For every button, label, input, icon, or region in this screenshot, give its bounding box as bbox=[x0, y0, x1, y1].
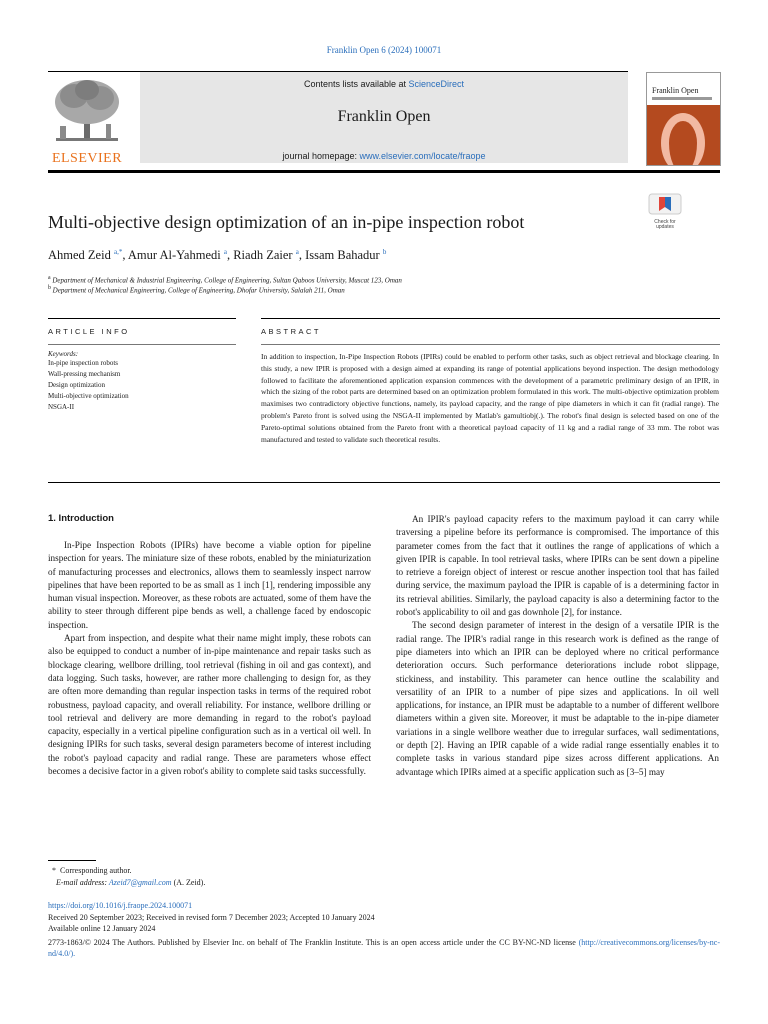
check-updates-icon bbox=[648, 193, 682, 215]
abstract-rule bbox=[261, 318, 720, 319]
keyword: NSGA-II bbox=[48, 403, 75, 411]
available-online-date: Available online 12 January 2024 bbox=[48, 924, 156, 933]
sciencedirect-link[interactable]: ScienceDirect bbox=[408, 79, 465, 89]
body-paragraph: The second design parameter of interest in the design of a versatile IPIR is the radial range. The IPIR's radial range in this research work is defined as the range of pipe diameters into which an IPIR can be deployed where no critical performance deterioration occurs. Such performance deteriorations include robot slippage, stickiness, and instability. This parameter can hence outline the scalability and versatility of an IPIR to a number of pipe sizes and applications. In oil well applications, for instance, an IPIR must be adaptable to a number of different wellbore diameters within a given site. Moreover, it must be adaptable to the in-pipe diameter variations in a single wellbore weather due to irregular surfaces, wall sedimentations, or depth [2]. Having an IPIR capable of a wide radial range essentially enables it to complete tasks in various standard pipe sizes across different applications. An advantage which IPIRs aimed at a specific application such as [3–5] may bbox=[396, 620, 719, 777]
header-thick-rule bbox=[48, 170, 720, 173]
keyword: Multi-objective optimization bbox=[48, 392, 129, 400]
author-affil-marker[interactable]: b bbox=[382, 248, 387, 256]
author-affil-marker[interactable]: a bbox=[295, 248, 299, 256]
journal-name: Franklin Open bbox=[337, 108, 431, 125]
elsevier-tree-icon bbox=[48, 76, 126, 146]
license-statement: 2773-1863/© 2024 The Authors. Published by Elsevier Inc. on behalf of The Franklin Institute. This is an open access article under the CC BY-NC-ND license (http://creativecommons.org/licenses/by-nc-nd/4.0/). bbox=[48, 938, 721, 958]
author-name[interactable]: Issam Bahadur bbox=[305, 248, 380, 263]
author-name[interactable]: Ahmed Zeid bbox=[48, 248, 111, 263]
keyword: In-pipe inspection robots bbox=[48, 359, 118, 367]
abstract-bottom-rule bbox=[48, 482, 720, 483]
received-dates: Received 20 September 2023; Received in revised form 7 December 2023; Accepted 10 January 2024 bbox=[48, 913, 375, 922]
article-info-thin-rule bbox=[48, 344, 236, 345]
author-list: Ahmed Zeid $^{a,*}$, Amur Al-Yahmedi $^a$, Riadh Zaier $^a$, Issam Bahadur $^b$ bbox=[48, 248, 387, 263]
cover-ring-graphic bbox=[661, 113, 705, 166]
doi-link[interactable]: https://doi.org/10.1016/j.fraope.2024.100071 bbox=[48, 901, 193, 910]
journal-homepage-link[interactable]: www.elsevier.com/locate/fraope bbox=[359, 151, 486, 161]
footnote-star-marker: * bbox=[48, 866, 60, 875]
affiliation: $^b$ Department of Mechanical Engineering, College of Engineering, Dhofar University, Salalah 211, Oman bbox=[48, 285, 345, 295]
affiliation: $^a$ Department of Mechanical & Industrial Engineering, College of Engineering, Sultan Qaboos University, Muscat 123, Oman bbox=[48, 275, 402, 285]
check-updates-label: Check for updates bbox=[654, 219, 676, 230]
author-affil-marker[interactable]: a,* bbox=[113, 248, 123, 256]
doi-line[interactable] bbox=[48, 900, 720, 911]
license-link[interactable]: (http://creativecommons.org/licenses/by-nc-nd/4.0/). bbox=[48, 938, 721, 958]
running-head-link[interactable]: Franklin Open 6 (2024) 100071 bbox=[326, 45, 442, 55]
section-heading-introduction: 1. Introduction bbox=[48, 513, 114, 524]
cover-art bbox=[647, 105, 720, 165]
article-info-label: ARTICLE INFO bbox=[48, 327, 130, 336]
elsevier-wordmark: ELSEVIER bbox=[51, 151, 123, 166]
journal-homepage-line: journal homepage: www.elsevier.com/locate/fraope bbox=[282, 151, 486, 161]
body-column-right bbox=[396, 513, 719, 779]
body-paragraph: An IPIR's payload capacity refers to the maximum payload it can carry while traversing a pipeline before its performance is compromised. The importance of this parameter comes from the fact that it outlines the range of applications of which a given IPIR is capable. In tool retrieval tasks, where IPIRs can be sent down a pipeline to retrieve a foreign object of interest or rescue another inspection tool that has failed during service, the maximum payload the IPIR is capable of is a determining factor in its retrieval abilities. Similarly, the payload capacity is also a determining factor to the robot's applicability to oil and gas downhole [2], for instance. bbox=[396, 514, 719, 618]
article-title: Multi-objective design optimization of an in-pipe inspection robot bbox=[48, 212, 525, 232]
elsevier-logo[interactable] bbox=[48, 76, 126, 164]
keywords-block bbox=[48, 350, 236, 413]
email-link[interactable]: Azeid7@gmail.com bbox=[108, 878, 172, 887]
keyword: Design optimization bbox=[48, 381, 105, 389]
author-name[interactable]: Riadh Zaier bbox=[233, 248, 293, 263]
contents-line: Contents lists available at ScienceDirect bbox=[303, 79, 465, 89]
body-paragraph: Apart from inspection, and despite what their name might imply, these robots can also be equipped to conduct a number of in-pipe maintenance and repair tasks such as blockage clearing, wellbore drilling, tool retrieval (fishing in oil and gas context), and data logging. Such tasks, however, are rather more challenging to design for, as they are often more demanding than regular inspection tasks in terms of the required robot robustness, payload capacity, and overall reliability. For instance, wellbore drilling or tool retrieval and delivery are more demanding in regard to the robot's payload capacity, especially in a vertical pipeline configuration such as in a vertical oil well. In designing IPIRs for such tasks, several design parameters become of interest including the robot's payload capacity and radial range. These are parameters whose effect becomes a decisive factor in a given robot's ability to complete said tasks successfully. bbox=[48, 633, 371, 777]
article-info-rule bbox=[48, 318, 236, 319]
abstract-thin-rule bbox=[261, 344, 720, 345]
author-affil-marker[interactable]: a bbox=[223, 248, 227, 256]
body-paragraph: In-Pipe Inspection Robots (IPIRs) have become a viable option for pipeline inspection for years. The miniature size of these robots, enabled by the miniaturization of manufacturing processes and electronics, allows them to seamlessly inspect narrow pipelines that have been reported to be as small as 1 inch [1], rendering impossible any human visual inspection. Moreover, as these robots are actuated, some of them have the ability to steer through different pipe bends as well, a challenge faced by endoscopic inspection. bbox=[48, 540, 371, 630]
keywords-label: Keywords: bbox=[48, 350, 79, 358]
abstract-label: ABSTRACT bbox=[261, 327, 322, 336]
abstract-text: In addition to inspection, In-Pipe Inspection Robots (IPIRs) could be enabled to perform other tasks, such as object retrieval and blockage clearing. In this study, a new IPIR is proposed with a design aimed at expanding its range of potential applications beyond inspection. The design methodology followed to facilitate the aforementioned application expansion commences with the development of a parametric preliminary design of an IPIR, in which the sizing of the robot parts are determined based on an optimization problem formulated in this work. The multi-objective optimization problem maximises two contradictory objective functions, namely, its payload capacity, and the range of pipe diameters in which it can fit (radial range). The problem's Pareto front is solved using the NSGA-II implemented by Matlab's gamultiobj(.). The robot's final design is selected based on one of the Pareto-optimal solutions obtained from the Pareto front with a theoretical payload capacity of 11 kg and a radial range of 33 mm. The robot was manufactured and tested to validate such theoretical results. bbox=[261, 352, 719, 444]
author-name[interactable]: Amur Al-Yahmedi bbox=[127, 248, 221, 263]
footnote-rule bbox=[48, 860, 96, 861]
journal-cover-thumbnail[interactable] bbox=[646, 72, 721, 166]
keyword: Wall-pressing mechanism bbox=[48, 370, 121, 378]
cover-title: Franklin Open bbox=[652, 86, 699, 95]
check-for-updates-badge[interactable] bbox=[648, 193, 682, 230]
cover-subtitle-bar bbox=[652, 97, 712, 100]
corresponding-author-note: * Corresponding author. bbox=[48, 866, 132, 875]
running-head[interactable] bbox=[0, 45, 768, 55]
body-column-left bbox=[48, 539, 371, 778]
email-note: E-mail address: Azeid7@gmail.com (A. Zeid). bbox=[56, 878, 206, 887]
